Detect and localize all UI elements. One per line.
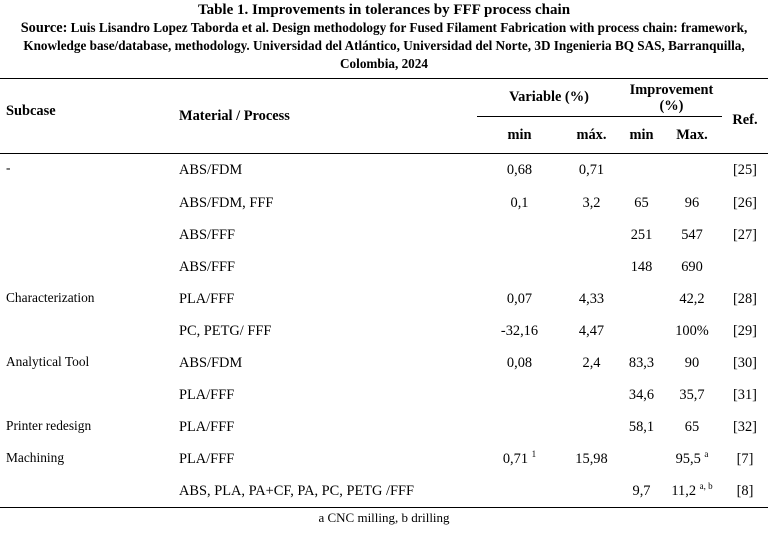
tolerance-improvement-table <box>0 78 768 508</box>
row-ref <box>722 252 768 284</box>
row-imp-max <box>662 154 722 188</box>
row-subcase <box>0 476 179 508</box>
row-material <box>179 252 477 284</box>
row-imp-max <box>662 348 722 380</box>
row-var-min <box>477 444 562 476</box>
row-imp-min-text: 34,6 <box>628 387 655 403</box>
row-imp-min-text: 9,7 <box>632 482 651 499</box>
table-row <box>0 284 768 316</box>
row-imp-min-text: 83,3 <box>628 355 655 371</box>
row-imp-max-text: 35,7 <box>679 387 705 403</box>
header-improvement <box>621 79 722 117</box>
row-var-min <box>477 380 562 412</box>
source-citation: Luis Lisandro Lopez Taborda et al. Design methodology for Fused Filament Fabrication with process chain: framework, Knowledge base/database, methodology. Universidad del Atlántico, Universidad del Norte, 3D Ingenieria BQ SAS, Barranquilla, Colombia, 2024 <box>23 20 748 71</box>
row-imp-min <box>621 444 662 476</box>
row-imp-min-text: 65 <box>634 195 649 211</box>
row-imp-max-superscript: a, b <box>699 480 713 491</box>
row-material-text: PLA/FFF <box>179 291 235 307</box>
row-var-min-text: 0,68 <box>506 162 533 179</box>
row-material-text: PLA/FFF <box>179 451 235 467</box>
row-material-text: ABS, PLA, PA+CF, PA, PC, PETG /FFF <box>179 482 415 499</box>
row-var-max <box>562 316 621 348</box>
row-material <box>179 476 477 508</box>
row-imp-max-superscript: a <box>704 449 709 459</box>
row-var-max-text: 0,71 <box>578 162 605 179</box>
table-row <box>0 444 768 476</box>
row-material-text: PC, PETG/ FFF <box>179 323 272 339</box>
row-var-max-text: 3,2 <box>582 195 601 211</box>
row-imp-max <box>662 476 722 508</box>
row-var-max <box>562 252 621 284</box>
row-subcase-text: Analytical Tool <box>6 353 90 369</box>
row-ref-text: [30] <box>733 355 757 371</box>
row-ref-text: [29] <box>733 323 757 339</box>
row-ref-text: [28] <box>733 291 757 307</box>
row-ref-text: [31] <box>733 387 757 403</box>
row-var-max <box>562 220 621 252</box>
row-subcase <box>0 188 179 220</box>
row-imp-min <box>621 316 662 348</box>
row-var-max <box>562 444 621 476</box>
row-ref <box>722 348 768 380</box>
row-subcase <box>0 252 179 284</box>
row-material-text: ABS/FFF <box>179 259 236 275</box>
row-imp-max-text: 90 <box>684 355 700 371</box>
row-ref <box>722 444 768 476</box>
row-imp-min <box>621 252 662 284</box>
row-var-min <box>477 220 562 252</box>
row-material <box>179 348 477 380</box>
header-variable: Variable (%) <box>509 89 589 105</box>
row-ref-text: [25] <box>733 162 757 179</box>
header-improvement-line1: Improvement <box>629 81 714 98</box>
table-body <box>0 154 768 508</box>
row-material <box>179 380 477 412</box>
row-imp-min-text: 58,1 <box>628 419 655 435</box>
row-material <box>179 154 477 188</box>
row-subcase-text: Printer redesign <box>6 417 92 433</box>
row-imp-max <box>662 444 722 476</box>
row-subcase <box>0 284 179 316</box>
row-imp-max-text: 547 <box>681 227 703 243</box>
row-imp-min <box>621 220 662 252</box>
header-var-max: máx. <box>562 117 621 154</box>
row-imp-min <box>621 284 662 316</box>
row-subcase-text: Machining <box>6 449 65 465</box>
row-var-max <box>562 154 621 188</box>
row-ref-text: [8] <box>736 482 754 499</box>
table-source <box>0 19 768 73</box>
table-row <box>0 348 768 380</box>
row-var-min <box>477 476 562 508</box>
row-var-min <box>477 316 562 348</box>
row-var-min-text: 0,07 <box>506 291 533 307</box>
header-ref: Ref. <box>732 111 758 128</box>
row-material-text: ABS/FDM, FFF <box>179 195 274 211</box>
row-imp-max <box>662 188 722 220</box>
row-subcase <box>0 220 179 252</box>
table-footnote: a CNC milling, b drilling <box>318 510 450 525</box>
row-material <box>179 284 477 316</box>
row-imp-min <box>621 476 662 508</box>
row-subcase-text: Characterization <box>6 289 95 305</box>
row-var-min <box>477 188 562 220</box>
row-ref <box>722 188 768 220</box>
row-imp-max-text: 95,5 <box>675 451 701 467</box>
row-ref <box>722 316 768 348</box>
row-material-text: ABS/FDM <box>179 355 243 371</box>
row-imp-max-text: 690 <box>681 259 703 275</box>
table-row <box>0 220 768 252</box>
row-material <box>179 316 477 348</box>
row-subcase <box>0 380 179 412</box>
row-imp-max <box>662 284 722 316</box>
row-imp-min <box>621 380 662 412</box>
row-ref <box>722 412 768 444</box>
row-imp-max-text: 11,2 <box>671 482 697 499</box>
row-imp-min-text: 251 <box>630 227 653 243</box>
row-var-max <box>562 188 621 220</box>
row-subcase <box>0 154 179 188</box>
row-subcase-text: - <box>6 160 11 175</box>
row-var-max <box>562 348 621 380</box>
row-ref-text: [32] <box>733 419 757 435</box>
row-var-min <box>477 154 562 188</box>
table-row <box>0 188 768 220</box>
row-ref <box>722 476 768 508</box>
row-var-min <box>477 348 562 380</box>
row-subcase <box>0 348 179 380</box>
row-subcase <box>0 444 179 476</box>
header-imp-max: Max. <box>662 117 722 154</box>
row-var-max <box>562 412 621 444</box>
row-ref <box>722 154 768 188</box>
row-var-max-text: 4,47 <box>578 323 605 339</box>
table-row <box>0 380 768 412</box>
row-var-max <box>562 284 621 316</box>
row-material-text: ABS/FDM <box>179 162 243 179</box>
row-var-max-text: 4,33 <box>578 291 605 307</box>
header-material: Material / Process <box>179 107 290 124</box>
row-material-text: ABS/FFF <box>179 227 236 243</box>
row-imp-max <box>662 220 722 252</box>
row-subcase <box>0 412 179 444</box>
table-row <box>0 316 768 348</box>
table-title: Table 1. Improvements in tolerances by FFF process chain <box>197 2 571 18</box>
row-var-min <box>477 284 562 316</box>
row-imp-min <box>621 412 662 444</box>
row-material-text: PLA/FFF <box>179 419 235 435</box>
row-imp-max-text: 65 <box>684 419 700 435</box>
header-imp-min: min <box>621 117 662 154</box>
row-var-max <box>562 476 621 508</box>
row-ref-text: [27] <box>733 227 757 243</box>
row-imp-max <box>662 380 722 412</box>
row-ref-text: [26] <box>733 195 757 211</box>
header-row <box>0 79 768 117</box>
row-ref <box>722 220 768 252</box>
row-imp-max <box>662 412 722 444</box>
row-material <box>179 188 477 220</box>
row-material <box>179 444 477 476</box>
table-row <box>0 154 768 188</box>
row-ref <box>722 284 768 316</box>
row-imp-min <box>621 154 662 188</box>
row-var-max-text: 15,98 <box>575 451 608 467</box>
row-var-min <box>477 412 562 444</box>
row-material-text: PLA/FFF <box>179 387 235 403</box>
row-var-min-text: 0,08 <box>506 355 533 371</box>
row-imp-max-text: 100% <box>675 323 709 339</box>
table-row <box>0 412 768 444</box>
source-label: Source: <box>20 20 68 36</box>
row-ref-text: [7] <box>736 451 754 467</box>
table-row <box>0 252 768 284</box>
table-row <box>0 476 768 508</box>
row-var-max <box>562 380 621 412</box>
row-subcase <box>0 316 179 348</box>
header-var-min: min <box>477 117 562 154</box>
header-subcase: Subcase <box>6 102 56 119</box>
row-material <box>179 220 477 252</box>
row-var-min-superscript: 1 <box>531 449 537 459</box>
row-imp-max <box>662 316 722 348</box>
row-imp-max-text: 42,2 <box>679 291 705 307</box>
row-ref <box>722 380 768 412</box>
row-var-min-text: 0,1 <box>510 195 529 211</box>
row-var-min-text: 0,71 <box>502 451 529 467</box>
row-var-min-text: -32,16 <box>500 323 539 339</box>
header-improvement-line2: (%) <box>659 97 684 114</box>
row-imp-max-text: 96 <box>684 195 700 211</box>
row-imp-min-text: 148 <box>630 259 653 275</box>
row-var-max-text: 2,4 <box>582 355 601 371</box>
row-imp-min <box>621 188 662 220</box>
row-imp-max <box>662 252 722 284</box>
row-var-min <box>477 252 562 284</box>
row-imp-min <box>621 348 662 380</box>
row-material <box>179 412 477 444</box>
